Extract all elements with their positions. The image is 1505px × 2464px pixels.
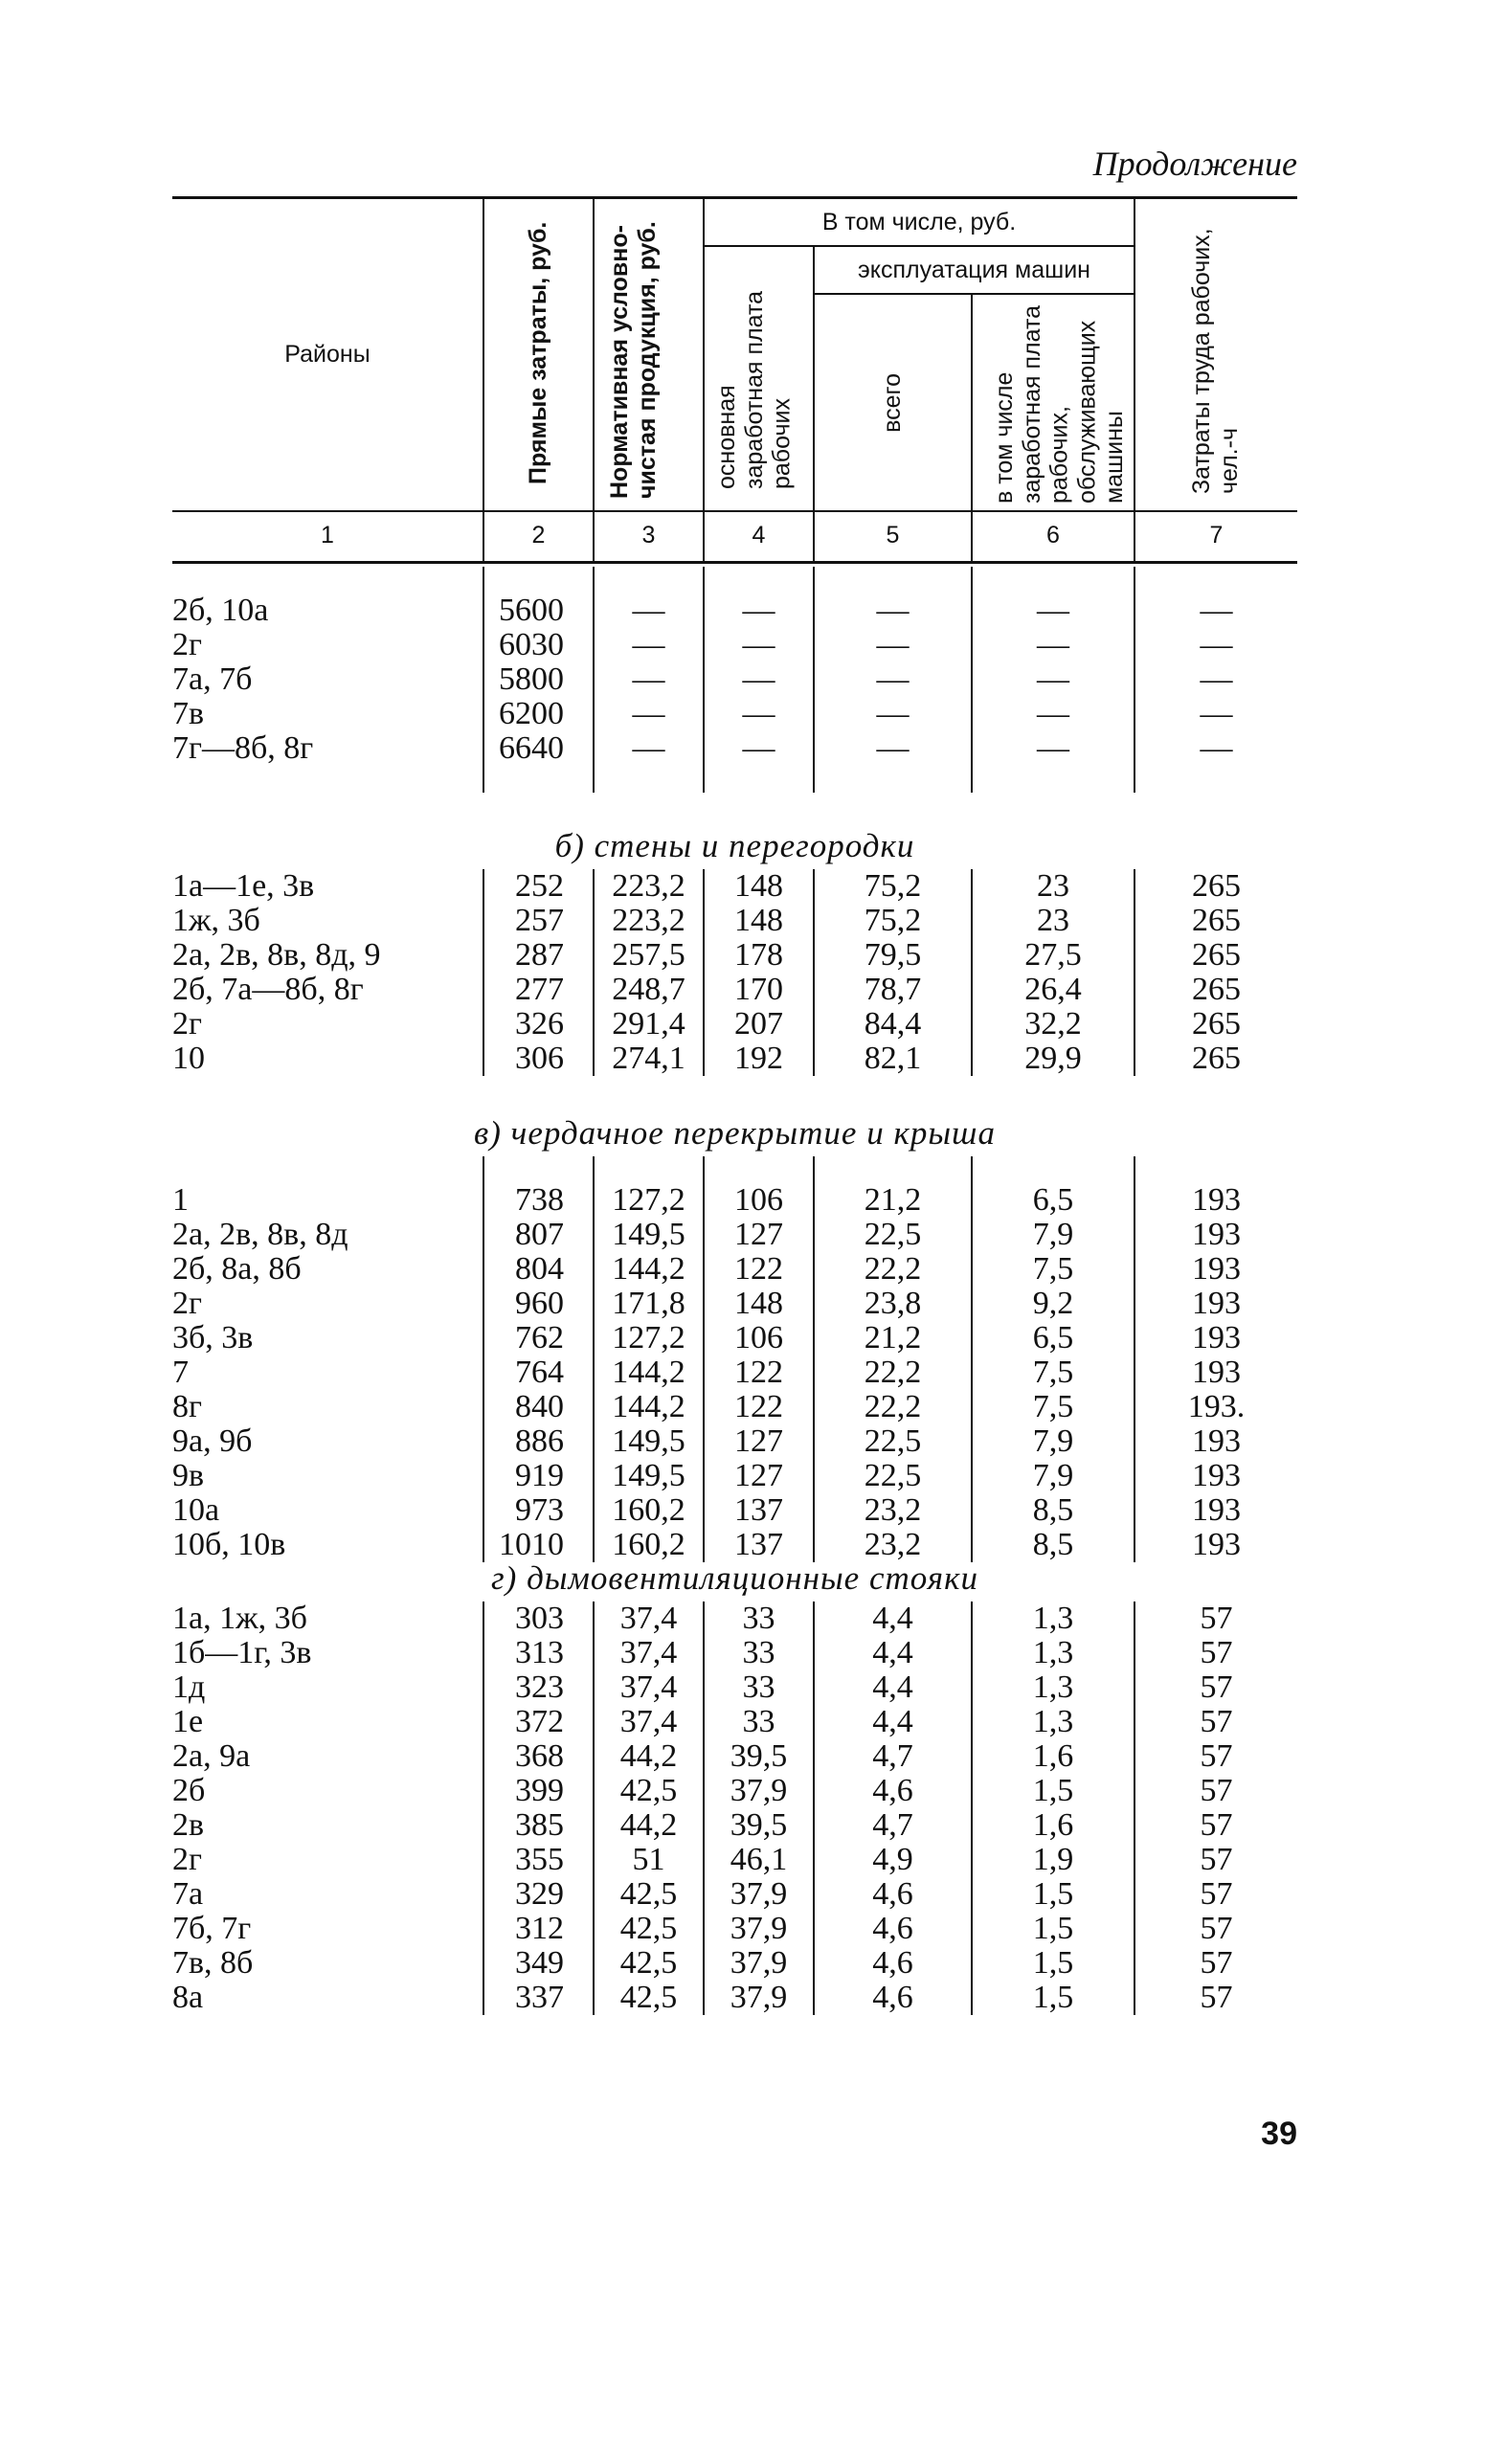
value-cell: 57 bbox=[1134, 1877, 1297, 1912]
value-cell: 193 bbox=[1134, 1424, 1297, 1459]
value-cell: 178 bbox=[704, 938, 814, 973]
district-cell: 2а, 2в, 8в, 8д bbox=[172, 1217, 348, 1252]
value-cell: 840 bbox=[483, 1390, 594, 1424]
value-cell: 33 bbox=[704, 1602, 814, 1636]
value-cell: 57 bbox=[1134, 1912, 1297, 1946]
value-cell: 223,2 bbox=[594, 904, 704, 938]
section-a bbox=[172, 567, 1297, 793]
value-cell: 1,6 bbox=[972, 1808, 1134, 1843]
table-row bbox=[172, 1636, 1297, 1670]
value-cell: 57 bbox=[1134, 1602, 1297, 1636]
district-cell: 7б, 7г bbox=[172, 1911, 252, 1946]
value-cell: 57 bbox=[1134, 1670, 1297, 1705]
value-cell: 1010 bbox=[483, 1528, 594, 1562]
value-cell: 399 bbox=[483, 1774, 594, 1808]
value-cell: 291,4 bbox=[594, 1007, 704, 1042]
value-cell: 372 bbox=[483, 1705, 594, 1739]
value-cell: 287 bbox=[483, 938, 594, 973]
page-number: 39 bbox=[1261, 2116, 1297, 2152]
value-cell: 57 bbox=[1134, 1981, 1297, 2015]
table-row bbox=[172, 869, 1297, 904]
value-cell: — bbox=[814, 662, 972, 697]
table-row bbox=[172, 1774, 1297, 1808]
value-cell: 193. bbox=[1134, 1390, 1297, 1424]
value-cell: 265 bbox=[1134, 869, 1297, 904]
value-cell: 4,7 bbox=[814, 1808, 972, 1843]
value-cell: 144,2 bbox=[594, 1390, 704, 1424]
value-cell: 5800 bbox=[483, 662, 594, 697]
section-d bbox=[172, 1556, 1297, 2015]
value-cell: 764 bbox=[483, 1355, 594, 1390]
value-cell: 323 bbox=[483, 1670, 594, 1705]
district-cell: 10а bbox=[172, 1492, 220, 1528]
section-title: б) стены и перегородки bbox=[554, 827, 915, 864]
value-cell: 44,2 bbox=[594, 1808, 704, 1843]
table-row bbox=[172, 1424, 1297, 1459]
district-cell: 7г—8б, 8г bbox=[172, 730, 314, 766]
value-cell: 122 bbox=[704, 1252, 814, 1287]
value-cell: 886 bbox=[483, 1424, 594, 1459]
value-cell: 23,8 bbox=[814, 1287, 972, 1321]
value-cell: 23,2 bbox=[814, 1528, 972, 1562]
header-normative: Нормативная условно-чистая продукция, руб. bbox=[594, 198, 704, 512]
value-cell: — bbox=[704, 697, 814, 731]
value-cell: 57 bbox=[1134, 1636, 1297, 1670]
section-title: г) дымовентиляционные стояки bbox=[491, 1559, 978, 1597]
value-cell: 22,5 bbox=[814, 1459, 972, 1493]
table-row bbox=[172, 1808, 1297, 1843]
value-cell: 21,2 bbox=[814, 1321, 972, 1355]
value-cell: — bbox=[1134, 662, 1297, 697]
value-cell: 148 bbox=[704, 869, 814, 904]
value-cell: — bbox=[972, 731, 1134, 766]
value-cell: 4,7 bbox=[814, 1739, 972, 1774]
value-cell: — bbox=[972, 662, 1134, 697]
value-cell: 37,9 bbox=[704, 1981, 814, 2015]
value-cell: 1,3 bbox=[972, 1602, 1134, 1636]
value-cell: 122 bbox=[704, 1355, 814, 1390]
value-cell: 149,5 bbox=[594, 1424, 704, 1459]
value-cell: 274,1 bbox=[594, 1042, 704, 1076]
value-cell: 137 bbox=[704, 1493, 814, 1528]
district-cell: 7в, 8б bbox=[172, 1945, 254, 1981]
value-cell: 4,6 bbox=[814, 1877, 972, 1912]
value-cell: 193 bbox=[1134, 1218, 1297, 1252]
value-cell: 39,5 bbox=[704, 1739, 814, 1774]
value-cell: 807 bbox=[483, 1218, 594, 1252]
value-cell: 33 bbox=[704, 1636, 814, 1670]
table-row bbox=[172, 731, 1297, 766]
table-row bbox=[172, 1877, 1297, 1912]
value-cell: 42,5 bbox=[594, 1877, 704, 1912]
district-cell: 2б, 10а bbox=[172, 593, 269, 628]
value-cell: 4,4 bbox=[814, 1636, 972, 1670]
value-cell: 170 bbox=[704, 973, 814, 1007]
value-cell: 265 bbox=[1134, 1007, 1297, 1042]
value-cell: 57 bbox=[1134, 1774, 1297, 1808]
value-cell: 277 bbox=[483, 973, 594, 1007]
value-cell: 313 bbox=[483, 1636, 594, 1670]
value-cell: 7,9 bbox=[972, 1424, 1134, 1459]
district-cell: 9а, 9б bbox=[172, 1423, 253, 1459]
value-cell: 29,9 bbox=[972, 1042, 1134, 1076]
value-cell: 738 bbox=[483, 1183, 594, 1218]
col-number: 6 bbox=[972, 511, 1134, 563]
table-row bbox=[172, 662, 1297, 697]
section-title: в) чердачное перекрытие и крыша bbox=[474, 1114, 996, 1152]
value-cell: 1,6 bbox=[972, 1739, 1134, 1774]
value-cell: 78,7 bbox=[814, 973, 972, 1007]
value-cell: 7,9 bbox=[972, 1459, 1134, 1493]
section-b bbox=[172, 823, 1297, 1076]
value-cell: 257 bbox=[483, 904, 594, 938]
col-number: 2 bbox=[483, 511, 594, 563]
header-total: всего bbox=[814, 294, 972, 511]
value-cell: 127 bbox=[704, 1218, 814, 1252]
value-cell: 37,4 bbox=[594, 1602, 704, 1636]
value-cell: 8,5 bbox=[972, 1528, 1134, 1562]
district-cell: 3б, 3в bbox=[172, 1320, 254, 1355]
value-cell: 248,7 bbox=[594, 973, 704, 1007]
district-cell: 1 bbox=[172, 1182, 189, 1218]
value-cell: 82,1 bbox=[814, 1042, 972, 1076]
value-cell: 337 bbox=[483, 1981, 594, 2015]
value-cell: 6,5 bbox=[972, 1321, 1134, 1355]
header-labor: Затраты труда рабочих, чел.-ч bbox=[1134, 198, 1297, 512]
value-cell: 44,2 bbox=[594, 1739, 704, 1774]
value-cell: — bbox=[594, 697, 704, 731]
table-row bbox=[172, 1252, 1297, 1287]
value-cell: 326 bbox=[483, 1007, 594, 1042]
value-cell: 329 bbox=[483, 1877, 594, 1912]
value-cell: 4,4 bbox=[814, 1602, 972, 1636]
table-header bbox=[172, 196, 1297, 564]
value-cell: 37,9 bbox=[704, 1877, 814, 1912]
table-row bbox=[172, 628, 1297, 662]
district-cell: 2г bbox=[172, 1286, 202, 1321]
value-cell: 39,5 bbox=[704, 1808, 814, 1843]
district-cell: 2г bbox=[172, 627, 202, 662]
table-row bbox=[172, 1981, 1297, 2015]
col-number: 1 bbox=[172, 511, 483, 563]
district-cell: 1ж, 3б bbox=[172, 903, 260, 938]
value-cell: 22,2 bbox=[814, 1390, 972, 1424]
value-cell: 4,6 bbox=[814, 1946, 972, 1981]
value-cell: 4,4 bbox=[814, 1670, 972, 1705]
value-cell: 149,5 bbox=[594, 1459, 704, 1493]
value-cell: 57 bbox=[1134, 1808, 1297, 1843]
value-cell: 6,5 bbox=[972, 1183, 1134, 1218]
value-cell: — bbox=[704, 594, 814, 628]
table-row bbox=[172, 1007, 1297, 1042]
value-cell: 46,1 bbox=[704, 1843, 814, 1877]
value-cell: — bbox=[972, 628, 1134, 662]
col-number: 5 bbox=[814, 511, 972, 563]
value-cell: 4,9 bbox=[814, 1843, 972, 1877]
table-row bbox=[172, 1946, 1297, 1981]
table-row bbox=[172, 1183, 1297, 1218]
value-cell: — bbox=[1134, 697, 1297, 731]
value-cell: 106 bbox=[704, 1321, 814, 1355]
value-cell: — bbox=[594, 594, 704, 628]
value-cell: 193 bbox=[1134, 1355, 1297, 1390]
value-cell: 265 bbox=[1134, 938, 1297, 973]
value-cell: 57 bbox=[1134, 1843, 1297, 1877]
district-cell: 7 bbox=[172, 1355, 189, 1390]
district-cell: 2а, 9а bbox=[172, 1738, 251, 1774]
value-cell: 6030 bbox=[483, 628, 594, 662]
value-cell: 37,4 bbox=[594, 1670, 704, 1705]
value-cell: 144,2 bbox=[594, 1355, 704, 1390]
table-row bbox=[172, 973, 1297, 1007]
value-cell: 33 bbox=[704, 1670, 814, 1705]
table-row bbox=[172, 594, 1297, 628]
table-row bbox=[172, 938, 1297, 973]
district-cell: 2а, 2в, 8в, 8д, 9 bbox=[172, 937, 381, 973]
district-cell: 2б, 7а—8б, 8г bbox=[172, 972, 364, 1007]
value-cell: 37,9 bbox=[704, 1774, 814, 1808]
value-cell: 193 bbox=[1134, 1493, 1297, 1528]
col-number: 3 bbox=[594, 511, 704, 563]
value-cell: — bbox=[814, 594, 972, 628]
value-cell: 7,5 bbox=[972, 1390, 1134, 1424]
value-cell: 193 bbox=[1134, 1252, 1297, 1287]
value-cell: 122 bbox=[704, 1390, 814, 1424]
value-cell: 84,4 bbox=[814, 1007, 972, 1042]
header-districts: Районы bbox=[172, 198, 483, 512]
value-cell: — bbox=[1134, 731, 1297, 766]
value-cell: 37,9 bbox=[704, 1912, 814, 1946]
district-cell: 8а bbox=[172, 1980, 204, 2015]
col-number: 7 bbox=[1134, 511, 1297, 563]
value-cell: 804 bbox=[483, 1252, 594, 1287]
value-cell: 193 bbox=[1134, 1321, 1297, 1355]
table-row bbox=[172, 1390, 1297, 1424]
district-cell: 1е bbox=[172, 1704, 204, 1739]
district-cell: 2б, 8а, 8б bbox=[172, 1251, 302, 1287]
value-cell: 75,2 bbox=[814, 869, 972, 904]
table-row bbox=[172, 1493, 1297, 1528]
value-cell: 160,2 bbox=[594, 1493, 704, 1528]
table-row bbox=[172, 1459, 1297, 1493]
table-row bbox=[172, 1843, 1297, 1877]
district-cell: 1б—1г, 3в bbox=[172, 1635, 312, 1670]
value-cell: 5600 bbox=[483, 594, 594, 628]
value-cell: 37,9 bbox=[704, 1946, 814, 1981]
table-row bbox=[172, 1705, 1297, 1739]
value-cell: 42,5 bbox=[594, 1912, 704, 1946]
district-cell: 2в bbox=[172, 1807, 205, 1843]
value-cell: 4,6 bbox=[814, 1912, 972, 1946]
value-cell: 21,2 bbox=[814, 1183, 972, 1218]
value-cell: 9,2 bbox=[972, 1287, 1134, 1321]
value-cell: — bbox=[972, 594, 1134, 628]
district-cell: 7а, 7б bbox=[172, 661, 253, 697]
value-cell: 148 bbox=[704, 904, 814, 938]
value-cell: — bbox=[972, 697, 1134, 731]
continued-label: Продолжение bbox=[1092, 145, 1297, 183]
header-machines: эксплуатация машин bbox=[814, 246, 1134, 294]
value-cell: 26,4 bbox=[972, 973, 1134, 1007]
value-cell: 79,5 bbox=[814, 938, 972, 973]
value-cell: — bbox=[1134, 594, 1297, 628]
value-cell: 57 bbox=[1134, 1946, 1297, 1981]
value-cell: 7,5 bbox=[972, 1252, 1134, 1287]
table-row bbox=[172, 1602, 1297, 1636]
value-cell: 303 bbox=[483, 1602, 594, 1636]
value-cell: 149,5 bbox=[594, 1218, 704, 1252]
value-cell: 1,5 bbox=[972, 1946, 1134, 1981]
value-cell: 75,2 bbox=[814, 904, 972, 938]
value-cell: — bbox=[814, 731, 972, 766]
header-direct-costs: Прямые затраты, руб. bbox=[483, 198, 594, 512]
district-cell: 1а—1е, 3в bbox=[172, 868, 315, 904]
value-cell: 1,9 bbox=[972, 1843, 1134, 1877]
value-cell: 4,6 bbox=[814, 1981, 972, 2015]
value-cell: 27,5 bbox=[972, 938, 1134, 973]
value-cell: 973 bbox=[483, 1493, 594, 1528]
value-cell: — bbox=[704, 731, 814, 766]
value-cell: 265 bbox=[1134, 973, 1297, 1007]
value-cell: 193 bbox=[1134, 1287, 1297, 1321]
value-cell: 1,5 bbox=[972, 1877, 1134, 1912]
value-cell: 42,5 bbox=[594, 1774, 704, 1808]
value-cell: 252 bbox=[483, 869, 594, 904]
value-cell: 144,2 bbox=[594, 1252, 704, 1287]
district-cell: 8г bbox=[172, 1389, 202, 1424]
value-cell: 127,2 bbox=[594, 1321, 704, 1355]
value-cell: 37,4 bbox=[594, 1705, 704, 1739]
table-row bbox=[172, 697, 1297, 731]
value-cell: 171,8 bbox=[594, 1287, 704, 1321]
value-cell: — bbox=[594, 731, 704, 766]
value-cell: 207 bbox=[704, 1007, 814, 1042]
table-row bbox=[172, 1670, 1297, 1705]
value-cell: 6200 bbox=[483, 697, 594, 731]
value-cell: 23 bbox=[972, 869, 1134, 904]
value-cell: 106 bbox=[704, 1183, 814, 1218]
district-cell: 7в bbox=[172, 696, 205, 731]
value-cell: 127 bbox=[704, 1459, 814, 1493]
header-machine-wages: в том числе заработная плата рабочих, обслуживающих машины bbox=[972, 294, 1134, 511]
value-cell: 8,5 bbox=[972, 1493, 1134, 1528]
value-cell: 4,4 bbox=[814, 1705, 972, 1739]
value-cell: 7,9 bbox=[972, 1218, 1134, 1252]
district-cell: 2б bbox=[172, 1773, 206, 1808]
value-cell: — bbox=[704, 662, 814, 697]
value-cell: 385 bbox=[483, 1808, 594, 1843]
value-cell: 22,5 bbox=[814, 1218, 972, 1252]
district-cell: 7а bbox=[172, 1876, 204, 1912]
value-cell: 22,2 bbox=[814, 1355, 972, 1390]
value-cell: 1,5 bbox=[972, 1774, 1134, 1808]
value-cell: 919 bbox=[483, 1459, 594, 1493]
value-cell: 1,5 bbox=[972, 1981, 1134, 2015]
value-cell: — bbox=[1134, 628, 1297, 662]
district-cell: 2г bbox=[172, 1006, 202, 1042]
value-cell: 4,6 bbox=[814, 1774, 972, 1808]
value-cell: 127,2 bbox=[594, 1183, 704, 1218]
value-cell: 7,5 bbox=[972, 1355, 1134, 1390]
table-row bbox=[172, 1355, 1297, 1390]
value-cell: 37,4 bbox=[594, 1636, 704, 1670]
value-cell: 42,5 bbox=[594, 1946, 704, 1981]
value-cell: 265 bbox=[1134, 904, 1297, 938]
table-row bbox=[172, 1912, 1297, 1946]
value-cell: 23,2 bbox=[814, 1493, 972, 1528]
district-cell: 1а, 1ж, 3б bbox=[172, 1601, 307, 1636]
value-cell: 1,3 bbox=[972, 1670, 1134, 1705]
value-cell: 22,2 bbox=[814, 1252, 972, 1287]
district-cell: 10б, 10в bbox=[172, 1527, 286, 1562]
value-cell: 349 bbox=[483, 1946, 594, 1981]
header-including: В том числе, руб. bbox=[704, 198, 1134, 247]
table-row bbox=[172, 904, 1297, 938]
value-cell: 57 bbox=[1134, 1739, 1297, 1774]
value-cell: 193 bbox=[1134, 1459, 1297, 1493]
value-cell: 762 bbox=[483, 1321, 594, 1355]
section-c bbox=[172, 1110, 1297, 1562]
value-cell: 223,2 bbox=[594, 869, 704, 904]
value-cell: — bbox=[594, 628, 704, 662]
value-cell: 1,5 bbox=[972, 1912, 1134, 1946]
value-cell: — bbox=[704, 628, 814, 662]
value-cell: 1,3 bbox=[972, 1705, 1134, 1739]
value-cell: 1,3 bbox=[972, 1636, 1134, 1670]
value-cell: 960 bbox=[483, 1287, 594, 1321]
table-row bbox=[172, 1287, 1297, 1321]
value-cell: 192 bbox=[704, 1042, 814, 1076]
value-cell: 51 bbox=[594, 1843, 704, 1877]
value-cell: 160,2 bbox=[594, 1528, 704, 1562]
value-cell: 57 bbox=[1134, 1705, 1297, 1739]
col-number: 4 bbox=[704, 511, 814, 563]
value-cell: 368 bbox=[483, 1739, 594, 1774]
district-cell: 10 bbox=[172, 1041, 205, 1076]
value-cell: 22,5 bbox=[814, 1424, 972, 1459]
value-cell: 355 bbox=[483, 1843, 594, 1877]
value-cell: 32,2 bbox=[972, 1007, 1134, 1042]
value-cell: 306 bbox=[483, 1042, 594, 1076]
value-cell: 193 bbox=[1134, 1183, 1297, 1218]
value-cell: — bbox=[594, 662, 704, 697]
value-cell: — bbox=[814, 628, 972, 662]
value-cell: 23 bbox=[972, 904, 1134, 938]
value-cell: 42,5 bbox=[594, 1981, 704, 2015]
district-cell: 1д bbox=[172, 1669, 206, 1705]
table-row bbox=[172, 1321, 1297, 1355]
value-cell: 193 bbox=[1134, 1528, 1297, 1562]
table-row bbox=[172, 1218, 1297, 1252]
district-cell: 9в bbox=[172, 1458, 205, 1493]
value-cell: 6640 bbox=[483, 731, 594, 766]
district-cell: 2г bbox=[172, 1842, 202, 1877]
value-cell: 127 bbox=[704, 1424, 814, 1459]
value-cell: 33 bbox=[704, 1705, 814, 1739]
value-cell: — bbox=[814, 697, 972, 731]
value-cell: 257,5 bbox=[594, 938, 704, 973]
table-row bbox=[172, 1042, 1297, 1076]
value-cell: 137 bbox=[704, 1528, 814, 1562]
value-cell: 312 bbox=[483, 1912, 594, 1946]
value-cell: 148 bbox=[704, 1287, 814, 1321]
table-row bbox=[172, 1739, 1297, 1774]
header-wages: основная заработная плата рабочих bbox=[704, 246, 814, 511]
value-cell: 265 bbox=[1134, 1042, 1297, 1076]
